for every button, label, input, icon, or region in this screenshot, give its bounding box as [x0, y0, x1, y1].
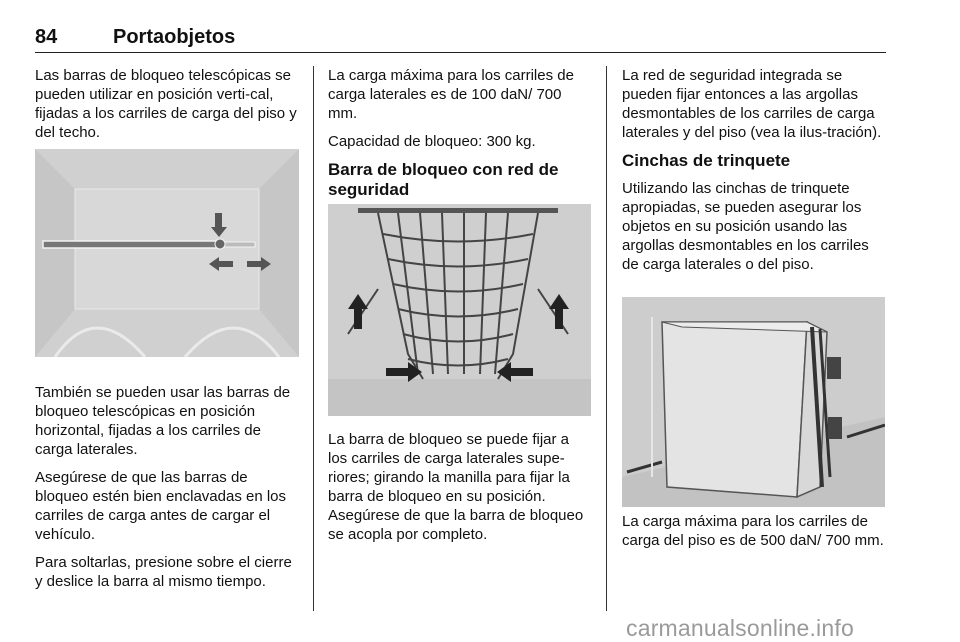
paragraph: Capacidad de bloqueo: 300 kg.	[328, 133, 536, 150]
paragraph: Asegúrese de que las barras de bloqueo estén bien enclavadas en los carriles de carga antes de cargar el vehículo.	[35, 469, 287, 543]
ratchet-strap-illustration	[622, 297, 885, 507]
page-title: Portaobjetos	[113, 26, 236, 48]
watermark: carmanualsonline.info	[626, 615, 854, 641]
column-divider	[606, 66, 607, 611]
paragraph: También se pueden usar las barras de bloqueo telescópicas en posición horizontal, fijadas a los carriles de carga laterales.	[35, 384, 291, 458]
paragraph: La carga máxima para los carriles de carga del piso es de 500 daN/ 700 mm.	[622, 513, 884, 549]
page-header	[35, 26, 886, 53]
safety-net-illustration	[328, 204, 591, 416]
paragraph: La red de seguridad integrada se pueden fijar entonces a las argollas desmontables de los carriles de carga laterales y del piso (vea la ilus-tración).	[622, 67, 882, 141]
column-divider	[313, 66, 314, 611]
paragraph: La carga máxima para los carriles de carga laterales es de 100 daN/ 700 mm.	[328, 67, 574, 122]
paragraph: Utilizando las cinchas de trinquete apropiadas, se pueden asegurar los objetos en su posición usando las argollas desmontables en los carriles de carga laterales o del piso.	[622, 180, 869, 273]
paragraph: La barra de bloqueo se puede fijar a los carriles de carga laterales supe-riores; girando la manilla para fijar la barra de bloqueo en su posición. Asegúrese de que la barra de bloqueo se acopla por completo.	[328, 431, 584, 543]
section-heading: Cinchas de trinquete	[622, 151, 791, 170]
section-heading: Barra de bloqueo con red de seguridad	[328, 160, 559, 199]
paragraph: Las barras de bloqueo telescópicas se pueden utilizar en posición verti-cal, fijadas a los carriles de carga del piso y del techo.	[35, 67, 297, 141]
page-number: 84	[35, 26, 58, 48]
paragraph: Para soltarlas, presione sobre el cierre y deslice la barra al mismo tiempo.	[35, 554, 292, 590]
telescopic-bar-illustration	[35, 149, 299, 357]
